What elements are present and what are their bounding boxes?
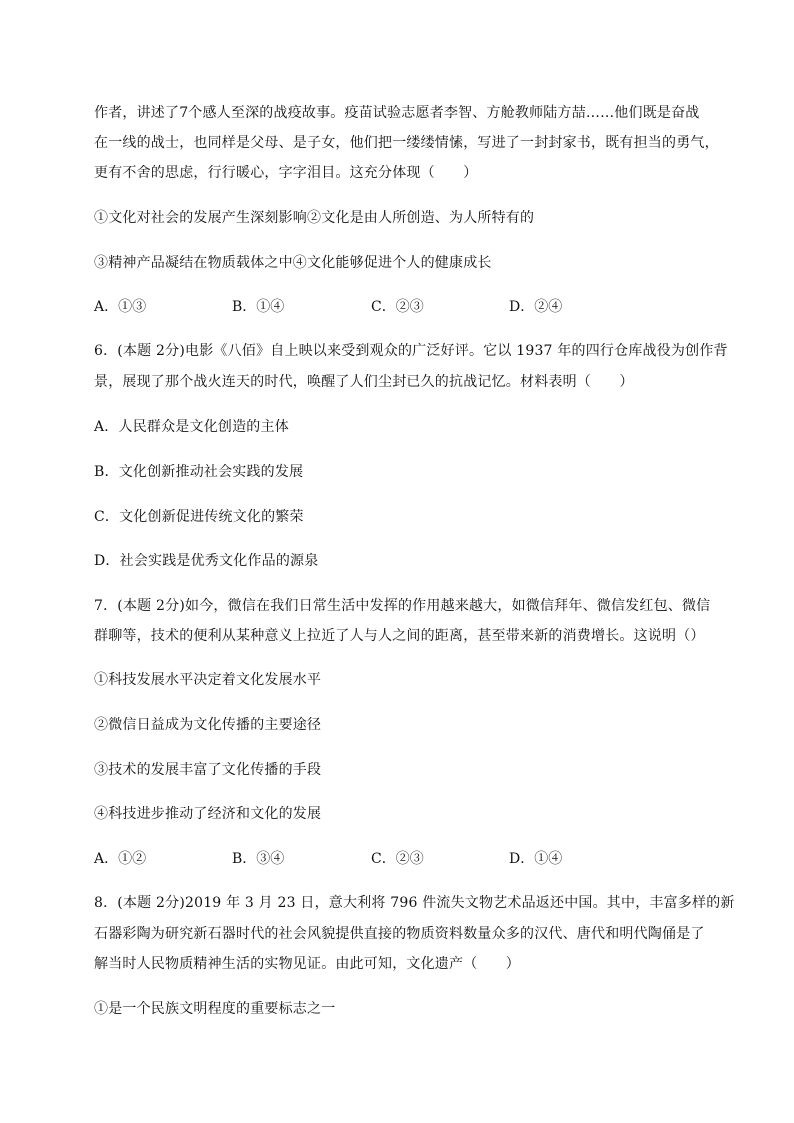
q6-option-b[interactable]: B．文化创新推动社会实践的发展 [94,464,304,480]
q5-statement-2: ③精神产品凝结在物质载体之中④文化能够促进个人的健康成长 [94,255,492,271]
q7-statement-1: ①科技发展水平决定着文化发展水平 [94,672,322,688]
q5-option-c[interactable]: C．②③ [371,299,424,315]
q7-text-line-1: 7．(本题 2分)如今，微信在我们日常生活中发挥的作用越来越大，如微信拜年、微信发红包、微信 [94,598,711,614]
q7-option-b[interactable]: B．③④ [232,851,285,867]
q5-text-line-1: 作者，讲述了7个感人至深的战疫故事。疫苗试验志愿者李智、方舱教师陆方喆……他们既是奋战 [94,105,700,121]
q8-text-line-3: 解当时人民物质精神生活的实物见证。由此可知，文化遗产（ ） [94,956,520,972]
q7-options [94,850,714,868]
q6-text-line-1: 6．(本题 2分)电影《八佰》自上映以来受到观众的广泛好评。它以 1937 年的四行仓库战役为创作背 [94,343,728,359]
q5-text-line-3: 更有不舍的思虑，行行暖心，字字泪目。这充分体现（ ） [94,165,478,181]
q5-options [94,298,714,316]
q5-statement-1: ①文化对社会的发展产生深刻影响②文化是由人所创造、为人所特有的 [94,210,535,226]
q7-option-c[interactable]: C．②③ [371,851,424,867]
q7-statement-4: ④科技进步推动了经济和文化的发展 [94,806,322,822]
q5-text-line-2: 在一线的战士，也同样是父母、是子女，他们把一缕缕情愫，写进了一封封家书，既有担当的勇气， [94,135,719,151]
q8-text-line-2: 石器彩陶为研究新石器时代的社会风貌提供直接的物质资料数量众多的汉代、唐代和明代陶俑是了 [94,926,705,942]
q8-statement-1: ①是一个民族文明程度的重要标志之一 [94,1001,336,1017]
q5-option-a[interactable]: A．①③ [94,299,147,315]
q6-option-d[interactable]: D．社会实践是优秀文化作品的源泉 [94,553,319,569]
q7-statement-3: ③技术的发展丰富了文化传播的手段 [94,762,322,778]
q7-text-line-2: 群聊等，技术的便利从某种意义上拉近了人与人之间的距离，甚至带来新的消费增长。这说明（） [94,628,705,644]
q8-text-line-1: 8．(本题 2分)2019 年 3 月 23 日，意大利将 796 件流失文物艺术品返还中国。其中，丰富多样的新 [94,895,735,911]
q6-option-a[interactable]: A．人民群众是文化创造的主体 [94,419,289,435]
q7-statement-2: ②微信日益成为文化传播的主要途径 [94,717,322,733]
q6-text-line-2: 景，展现了那个战火连天的时代，唤醒了人们尘封已久的抗战记忆。材料表明（ ） [94,374,634,390]
q5-option-d[interactable]: D．②④ [509,299,563,315]
q7-option-d[interactable]: D．①④ [509,851,563,867]
q6-option-c[interactable]: C．文化创新促进传统文化的繁荣 [94,509,304,525]
q5-option-b[interactable]: B．①④ [232,299,285,315]
q7-option-a[interactable]: A．①② [94,851,147,867]
